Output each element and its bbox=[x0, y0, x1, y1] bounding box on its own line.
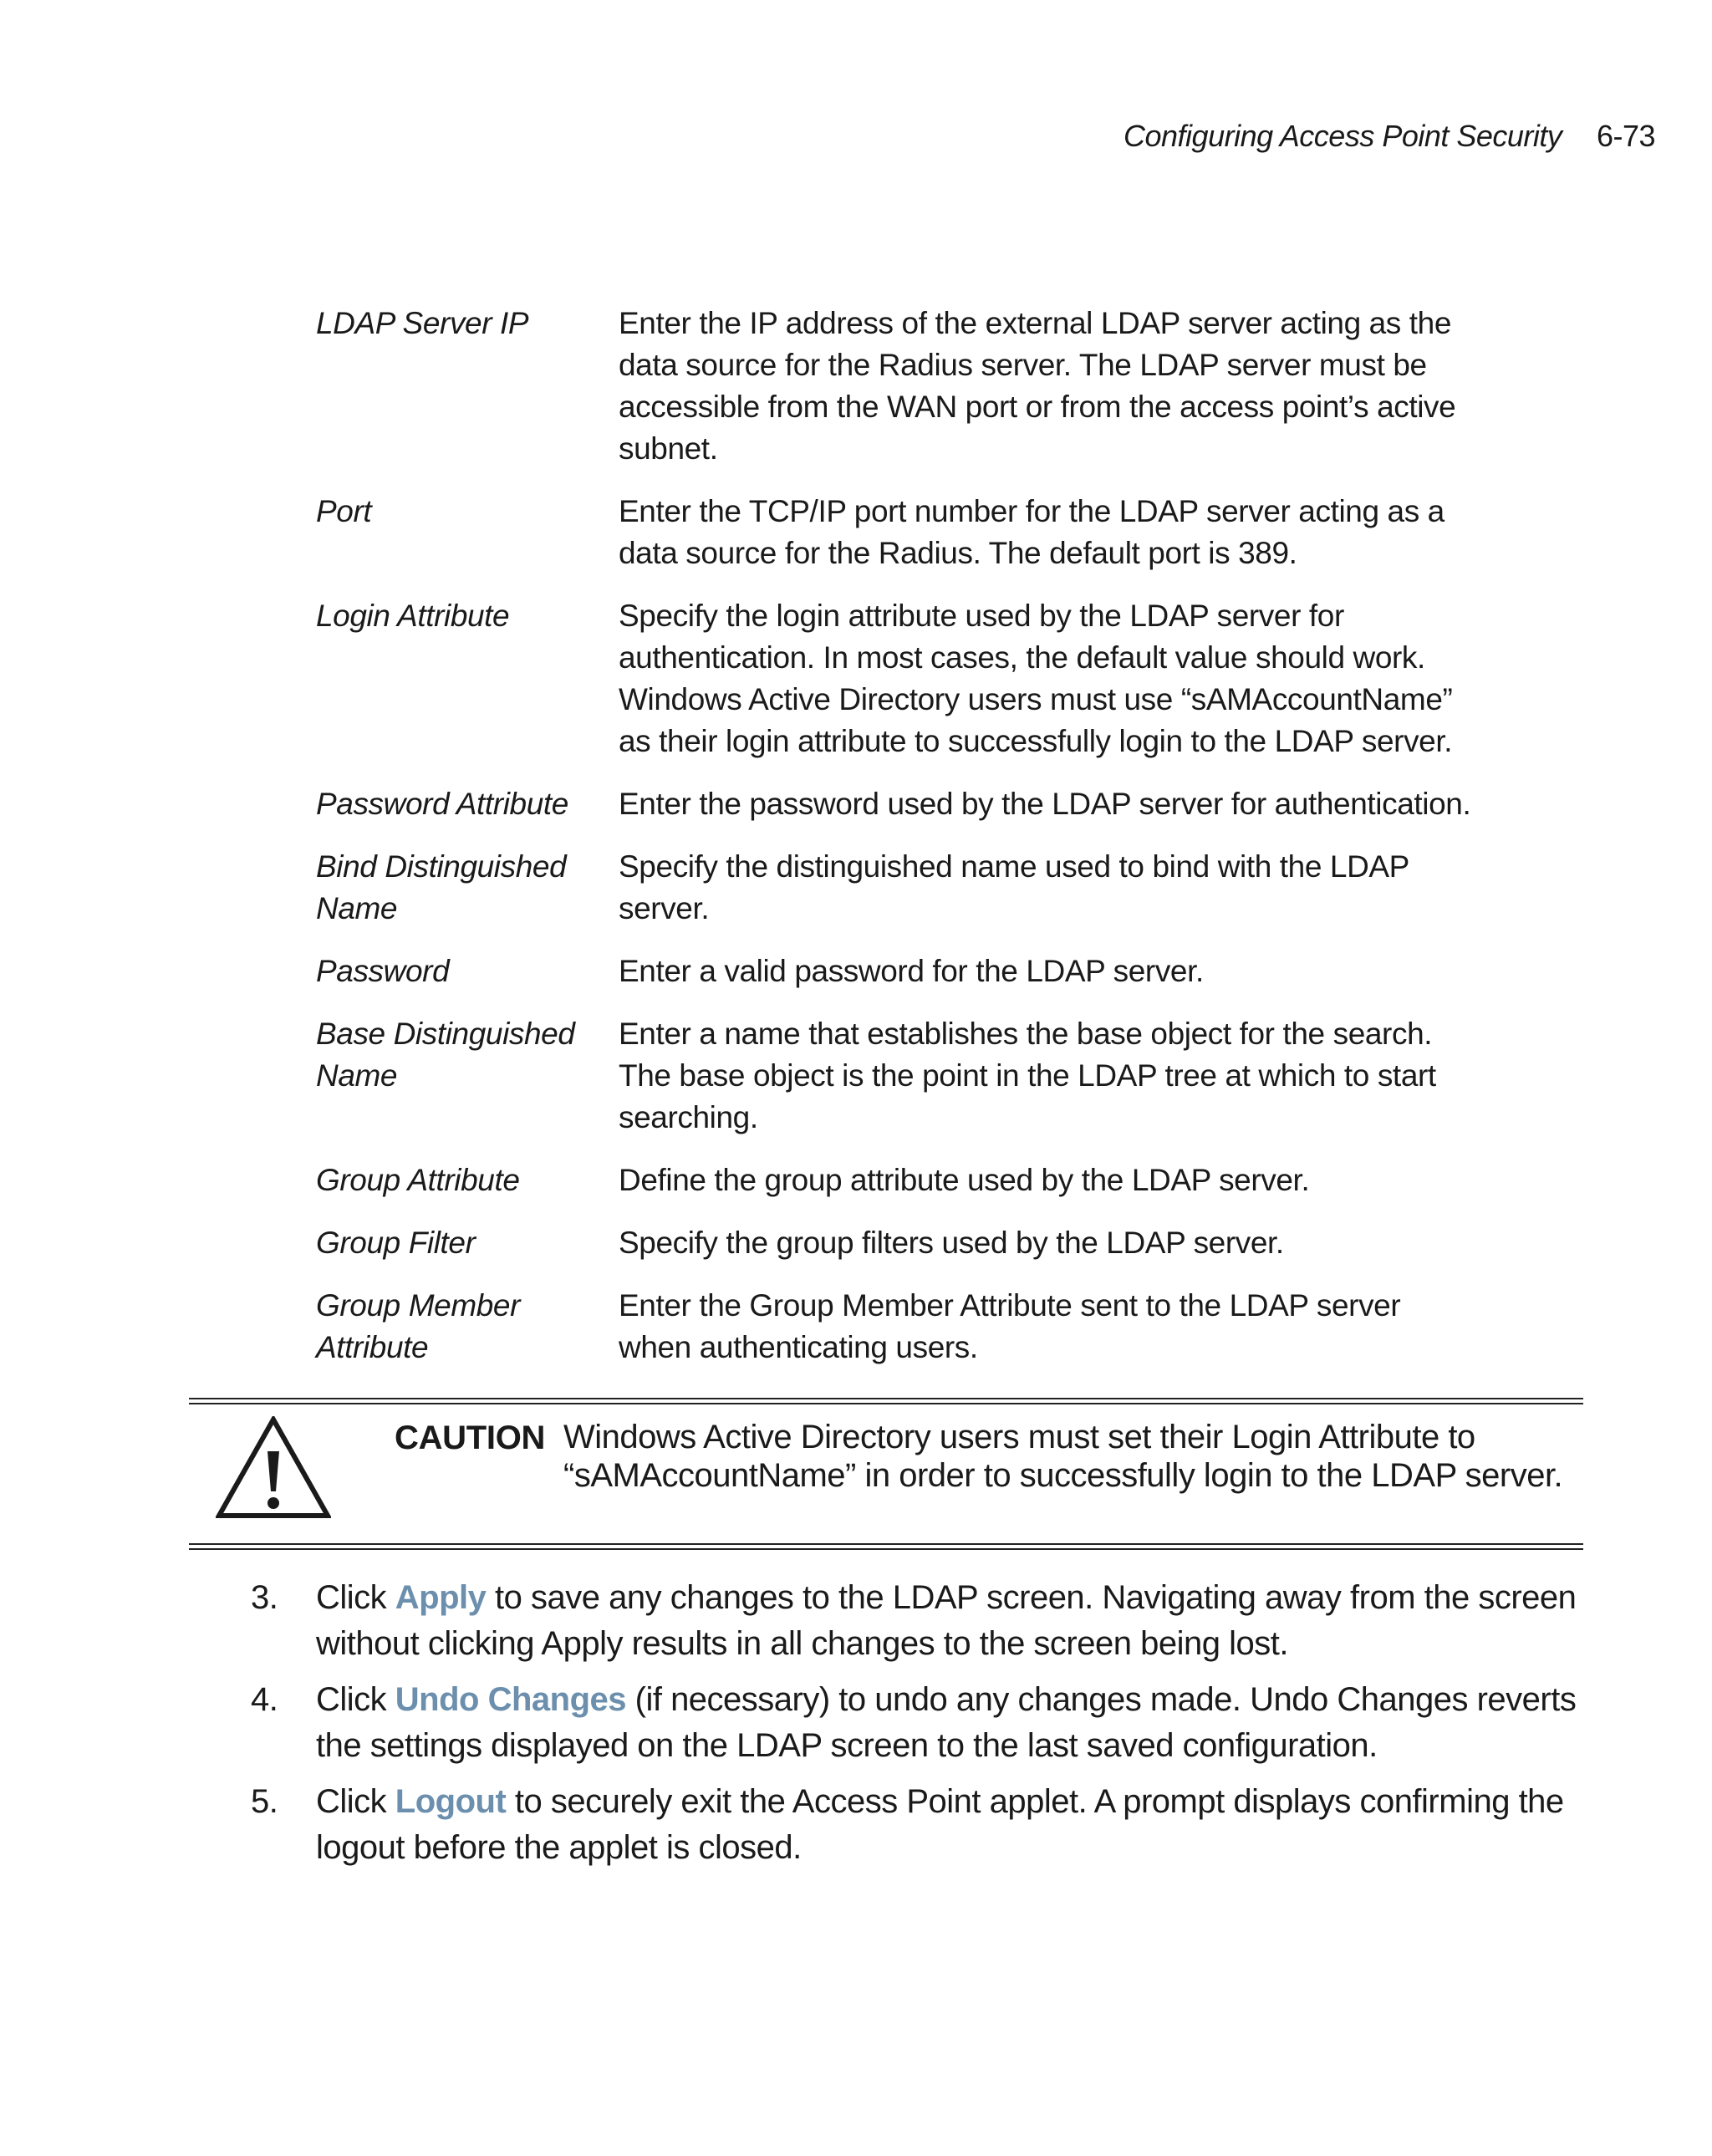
step-text: (if necessary) to undo any changes made. Undo Changes reverts the settings displayed on the LDAP screen to the last saved configuration. bbox=[316, 1681, 1577, 1764]
param-description: Enter the TCP/IP port number for the LDAP server acting as a data source for the Radius. The default port is 389. bbox=[619, 494, 1444, 570]
param-description: Specify the login attribute used by the LDAP server for authentication. In most cases, the default value should work. Windows Active Directory users must use “sAMAccountName” as their login attribute to successfully login to the LDAP server. bbox=[619, 599, 1453, 758]
param-name: Login Attribute bbox=[316, 599, 510, 633]
step-number: 3. bbox=[251, 1579, 278, 1616]
param-description: Enter the password used by the LDAP server for authentication. bbox=[619, 787, 1471, 821]
param-description: Enter a valid password for the LDAP server. bbox=[619, 954, 1204, 988]
param-description: Enter the IP address of the external LDAP server acting as the data source for the Radius server. The LDAP server must be accessible from the WAN port or from the access point’s active subnet. bbox=[619, 306, 1456, 466]
apply-link: Apply bbox=[395, 1579, 487, 1616]
caution-bottom-rule bbox=[189, 1543, 1583, 1550]
step-prefix: Click bbox=[316, 1783, 395, 1820]
param-row bbox=[316, 951, 1486, 992]
param-row bbox=[316, 303, 1486, 470]
page-number: 6-73 bbox=[1596, 119, 1655, 153]
step-prefix: Click bbox=[316, 1681, 395, 1718]
step-text: to save any changes to the LDAP screen. Navigating away from the screen without clicking Apply results in all changes to the screen being lost. bbox=[316, 1579, 1577, 1662]
param-name: Password bbox=[316, 954, 450, 988]
param-row bbox=[316, 1160, 1486, 1201]
step-number: 5. bbox=[251, 1783, 278, 1820]
param-row bbox=[316, 1222, 1486, 1264]
warning-triangle-icon bbox=[216, 1416, 331, 1520]
param-row bbox=[316, 1013, 1486, 1139]
param-name: Bind Distinguished Name bbox=[316, 849, 567, 925]
logout-link: Logout bbox=[395, 1783, 507, 1820]
param-row bbox=[316, 491, 1486, 574]
step-item bbox=[251, 1575, 1588, 1667]
param-name: LDAP Server IP bbox=[316, 306, 529, 340]
param-name: Group Attribute bbox=[316, 1163, 520, 1197]
param-description: Specify the distinguished name used to bind with the LDAP server. bbox=[619, 849, 1409, 925]
caution-top-rule bbox=[189, 1398, 1583, 1404]
section-title: Configuring Access Point Security bbox=[1124, 119, 1562, 153]
caution-label: CAUTION bbox=[395, 1419, 546, 1456]
param-row bbox=[316, 783, 1486, 825]
step-item bbox=[251, 1779, 1588, 1871]
step-prefix: Click bbox=[316, 1579, 395, 1616]
running-header bbox=[1124, 115, 1655, 157]
undo-changes-link: Undo Changes bbox=[395, 1681, 627, 1718]
ldap-parameter-table bbox=[316, 303, 1486, 1389]
param-name: Group Filter bbox=[316, 1226, 476, 1260]
step-text: to securely exit the Access Point applet. A prompt displays confirming the logout before the applet is closed. bbox=[316, 1783, 1564, 1866]
param-name: Password Attribute bbox=[316, 787, 568, 821]
param-row bbox=[316, 846, 1486, 930]
procedure-steps bbox=[251, 1575, 1588, 1881]
param-name: Group Member Attribute bbox=[316, 1288, 521, 1364]
param-name: Port bbox=[316, 494, 372, 528]
param-row bbox=[316, 595, 1486, 762]
param-name: Base Distinguished Name bbox=[316, 1017, 575, 1093]
step-item bbox=[251, 1677, 1588, 1769]
param-row bbox=[316, 1285, 1486, 1369]
param-description: Enter the Group Member Attribute sent to the LDAP server when authenticating users. bbox=[619, 1288, 1401, 1364]
param-description: Specify the group filters used by the LDAP server. bbox=[619, 1226, 1284, 1260]
caution-block bbox=[189, 1398, 1583, 1550]
step-number: 4. bbox=[251, 1681, 278, 1718]
caution-text: Windows Active Directory users must set their Login Attribute to “sAMAccountName” in order to successfully login to the LDAP server. bbox=[563, 1419, 1563, 1494]
param-description: Enter a name that establishes the base object for the search. The base object is the point in the LDAP tree at which to start searching. bbox=[619, 1017, 1436, 1134]
param-description: Define the group attribute used by the LDAP server. bbox=[619, 1163, 1310, 1197]
